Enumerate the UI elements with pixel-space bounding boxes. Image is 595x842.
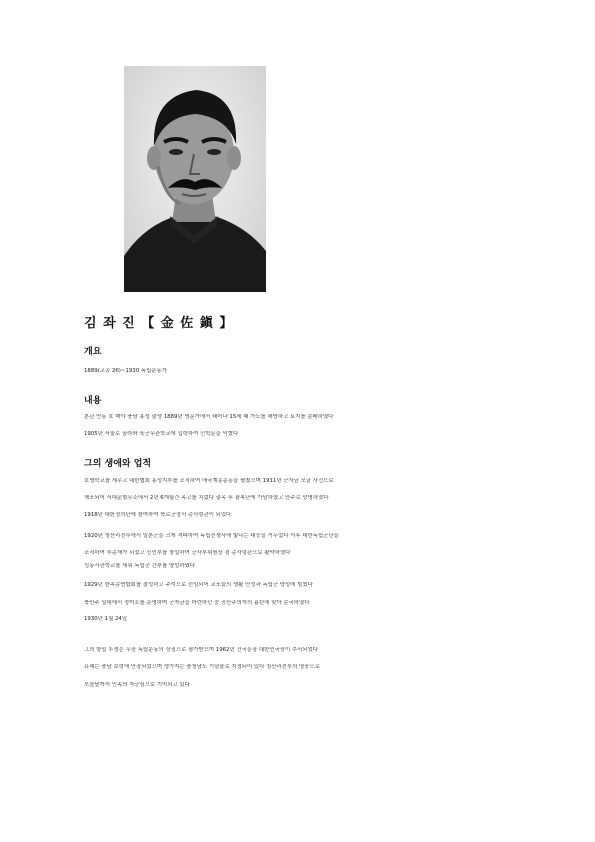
paragraph-line: 오늘날까지 민족의 자긍심으로 기억되고 있다	[84, 682, 190, 688]
section-heading: 그의 생애와 업적	[84, 459, 152, 469]
paragraph-line: 북만주 일대에서 정미소를 운영하며 군자금을 마련하던 중 공산주의자의 흉탄에 맞아 순국하였다	[84, 600, 310, 606]
paragraph-line: 1905년 서울로 올라와 육군무관학교에 입학하여 신학문을 익혔다	[84, 431, 239, 437]
paragraph-line: 1929년 한족총연합회를 결성하고 주석으로 선임되어 교포들의 생활 안정과 독립군 양성에 힘썼다	[84, 582, 313, 588]
paragraph-line: 조직하여 부총재가 되었고 신민부를 창설하여 군사부위원장 겸 총사령관으로 활약하였다	[84, 550, 291, 556]
page-title: 김 좌 진 【 金 佐 鎭 】	[84, 316, 234, 331]
paragraph-line: 1889(고종 26)~1930 독립운동가	[84, 368, 167, 374]
paragraph-line: 1930년 1월 24일	[84, 616, 128, 622]
paragraph-line: 성동사관학교를 세워 독립군 간부를 양성하였다	[84, 563, 196, 569]
paragraph-line: 유해는 충남 보령에 안장되었으며 생가지는 충청남도 기념물로 지정되어 있다 청산리전투의 영웅으로	[84, 664, 320, 670]
section-heading: 개요	[84, 347, 102, 357]
paragraph-line: 1918년 대한정의단에 참여하여 북로군정서 총사령관이 되었다	[84, 512, 232, 518]
portrait-photo	[124, 66, 266, 292]
paragraph-line: 1920년 청산리전투에서 일본군을 크게 격파하여 독립전쟁사에 빛나는 대승을 거두었다 이후 대한독립군단을	[84, 533, 339, 539]
paragraph-line: 체포되어 서대문형무소에서 2년 6개월간 옥고를 치렀다 출옥 후 광복단에 가담하였고 만주로 망명하였다	[84, 495, 329, 501]
section-heading: 내용	[84, 396, 102, 406]
paragraph-line: 호명학교를 세우고 대한협회 홍성지부를 조직하여 애국계몽운동을 펼쳤으며 1911년 군자금 모금 사건으로	[84, 478, 334, 484]
paragraph-line: 그의 항일 투쟁은 무장 독립운동의 상징으로 평가받으며 1962년 건국훈장 대한민국장이 추서되었다	[84, 647, 318, 653]
paragraph-line: 본관 안동 호 백야 충남 홍성 출생 1889년 명문가에서 태어나 15세 때 가노를 해방하고 토지를 분배하였다	[84, 414, 334, 420]
